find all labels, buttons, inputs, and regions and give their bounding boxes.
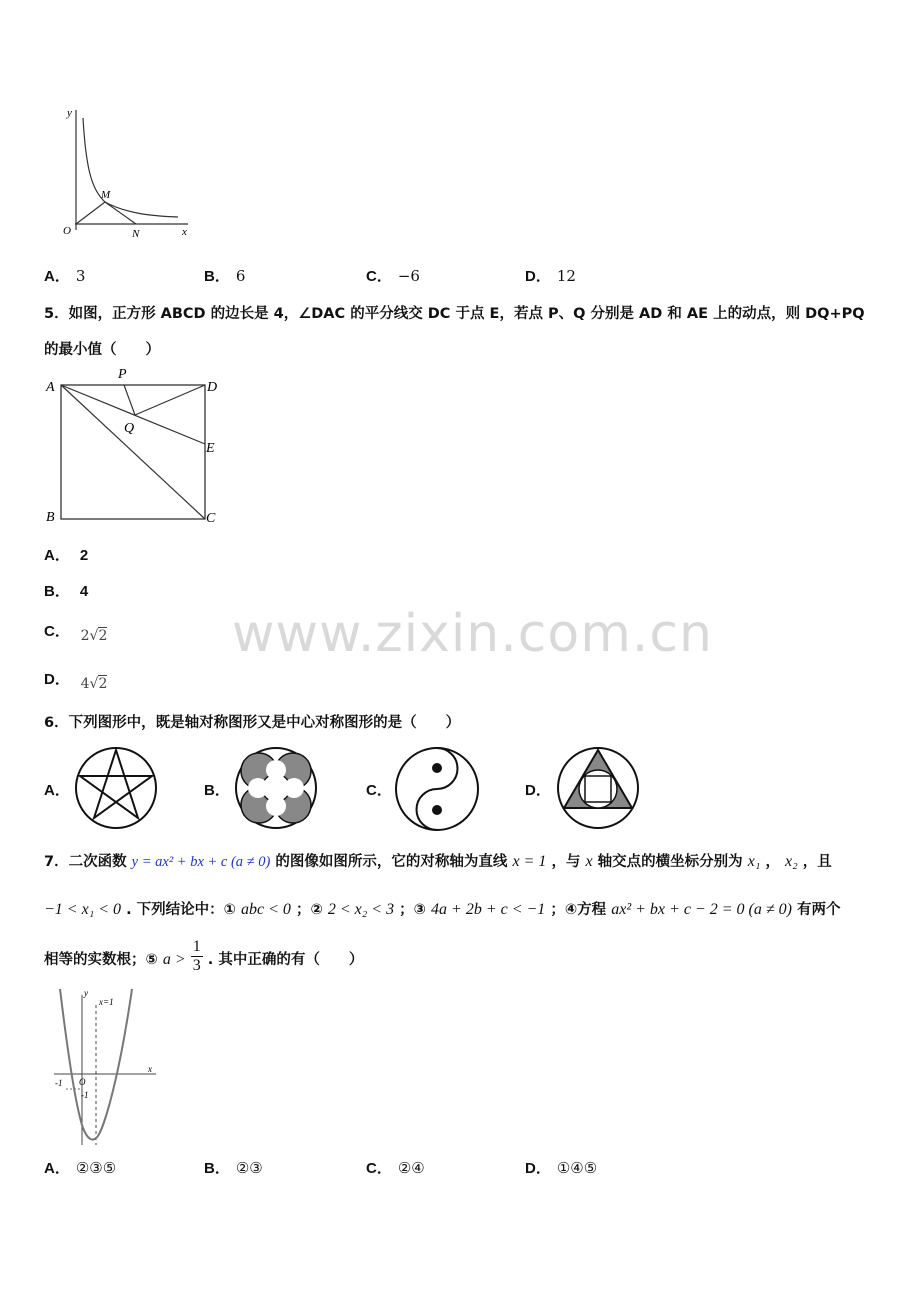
option-letter: D． bbox=[525, 1160, 551, 1177]
option-text: ②③⑤ bbox=[75, 1159, 117, 1177]
q5-label-b: B bbox=[46, 510, 55, 525]
q7-option-a[interactable] bbox=[44, 1157, 116, 1178]
text: 相等的实数根；⑤ bbox=[44, 952, 158, 968]
q4-option-d[interactable] bbox=[525, 265, 576, 286]
option-radical bbox=[81, 676, 108, 692]
option-text: ②④ bbox=[397, 1159, 425, 1177]
option-text: −6 bbox=[397, 267, 420, 285]
text: 轴交点的横坐标分别为 bbox=[597, 854, 743, 870]
option-letter: B． bbox=[44, 583, 70, 600]
text: 7．二次函数 bbox=[44, 854, 127, 870]
q7-stem-line2 bbox=[44, 898, 841, 919]
text: 有两个 bbox=[797, 902, 841, 918]
fraction-numerator: 1 bbox=[192, 938, 201, 955]
yin-yang-icon bbox=[394, 746, 480, 832]
conclusion-2: 2 < x₂ < 3 bbox=[327, 901, 395, 918]
option-letter: A． bbox=[44, 782, 70, 799]
option-letter: D． bbox=[525, 782, 551, 799]
conclusion-1: abc < 0 bbox=[241, 901, 291, 918]
option-letter: A． bbox=[44, 1160, 70, 1177]
text: ， bbox=[765, 854, 780, 870]
option-letter: C． bbox=[366, 1160, 392, 1177]
option-text: ①④⑤ bbox=[556, 1159, 598, 1177]
x2-symbol: x₂ bbox=[785, 853, 798, 870]
q7-axis-label: x=1 bbox=[99, 997, 114, 1007]
option-letter: D． bbox=[525, 268, 551, 285]
four-petal-circle-icon bbox=[234, 746, 318, 830]
q5-label-a: A bbox=[46, 380, 55, 395]
option-letter: D． bbox=[44, 671, 70, 688]
q7-neg-one-x: -1 bbox=[55, 1078, 63, 1088]
option-letter: B． bbox=[204, 268, 230, 285]
q4-y-label: y bbox=[67, 107, 72, 119]
option-letter: A． bbox=[44, 268, 70, 285]
option-text: 6 bbox=[235, 267, 246, 285]
text: ；③ bbox=[399, 902, 426, 918]
q5-square-figure bbox=[40, 360, 240, 532]
triangle-square-circle-icon bbox=[556, 746, 640, 830]
q4-option-b[interactable] bbox=[204, 265, 245, 286]
q4-option-a[interactable] bbox=[44, 265, 85, 286]
q6-stem: 6．下列图形中，既是轴对称图形又是中心对称图形的是（ ） bbox=[44, 715, 461, 731]
q4-point-n: N bbox=[132, 228, 140, 240]
option-letter: A． bbox=[44, 547, 70, 564]
q5-option-c[interactable] bbox=[44, 620, 108, 644]
function-formula: y = ax² + bx + c (a ≠ 0) bbox=[131, 854, 271, 870]
q7-origin-label: O bbox=[79, 1077, 86, 1087]
q4-origin-label: O bbox=[63, 225, 71, 237]
radical-coefficient: 2 bbox=[80, 628, 90, 644]
text: ；② bbox=[296, 902, 323, 918]
option-text: 12 bbox=[556, 267, 576, 285]
text: 的图像如图所示，它的对称轴为直线 bbox=[275, 854, 508, 870]
x-symbol: x bbox=[585, 853, 593, 870]
q4-x-label: x bbox=[182, 226, 187, 238]
option-letter: B． bbox=[204, 1160, 230, 1177]
q7-stem-line1 bbox=[44, 850, 832, 871]
option-text: ②③ bbox=[235, 1159, 263, 1177]
text: ，且 bbox=[802, 854, 832, 870]
conclusion-3: 4a + 2b + c < −1 bbox=[431, 901, 546, 918]
q5-label-e: E bbox=[206, 441, 215, 456]
option-text: 4 bbox=[79, 583, 89, 600]
q7-option-c[interactable] bbox=[366, 1157, 425, 1178]
radical-value: 2 bbox=[98, 628, 108, 644]
radical-sign-icon: √ bbox=[89, 628, 99, 644]
q6-option-b[interactable] bbox=[204, 779, 236, 800]
option-letter: B． bbox=[204, 782, 230, 799]
text: ，与 bbox=[551, 854, 581, 870]
q5-label-q: Q bbox=[124, 421, 135, 436]
text: . 其中正确的有（ ） bbox=[207, 952, 364, 968]
radical-coefficient: 4 bbox=[80, 676, 90, 692]
option-radical bbox=[81, 628, 108, 644]
option-text: 2 bbox=[79, 547, 89, 564]
q5-label-c: C bbox=[206, 511, 216, 526]
option-letter: C． bbox=[44, 623, 70, 640]
q5-option-d[interactable] bbox=[44, 668, 108, 692]
q4-graph bbox=[50, 100, 200, 240]
text: . 下列结论中：① bbox=[126, 902, 236, 918]
text: ；④方程 bbox=[550, 902, 607, 918]
q7-neg-one-y: -1 bbox=[81, 1090, 89, 1100]
q7-stem-line3 bbox=[44, 938, 363, 980]
q6-option-d[interactable] bbox=[525, 779, 557, 800]
fraction-denominator: 3 bbox=[192, 957, 201, 974]
q7-option-d[interactable] bbox=[525, 1157, 597, 1178]
q5-stem-line2: 的最小值（ ） bbox=[44, 342, 160, 358]
axis-formula: x = 1 bbox=[512, 853, 547, 870]
q5-option-b[interactable] bbox=[44, 580, 94, 601]
q7-x-label: x bbox=[148, 1064, 152, 1074]
q7-option-b[interactable] bbox=[204, 1157, 263, 1178]
watermark: www.zixin.com.cn bbox=[232, 604, 713, 664]
q5-label-d: D bbox=[207, 380, 218, 395]
q5-option-a[interactable] bbox=[44, 544, 94, 565]
q7-parabola-graph bbox=[46, 985, 166, 1150]
x1-symbol: x₁ bbox=[747, 853, 761, 870]
q5-stem-line1: 5．如图，正方形 ABCD 的边长是 4，∠DAC 的平分线交 DC 于点 E，若点 P、Q 分别是 AD 和 AE 上的动点，则 DQ+PQ bbox=[44, 306, 865, 322]
fraction bbox=[191, 938, 203, 975]
q7-y-label: y bbox=[84, 988, 88, 998]
pentagram-circle-icon bbox=[74, 746, 158, 830]
conclusion-5: a > bbox=[162, 951, 186, 968]
option-letter: C． bbox=[366, 268, 392, 285]
q4-point-m: M bbox=[101, 189, 111, 201]
q4-option-c[interactable] bbox=[366, 265, 420, 286]
x1-range: −1 < x₁ < 0 bbox=[44, 901, 122, 918]
q5-label-p: P bbox=[118, 367, 127, 382]
option-text: 3 bbox=[75, 267, 86, 285]
radical-value: 2 bbox=[98, 676, 108, 692]
radical-sign-icon: √ bbox=[89, 676, 99, 692]
conclusion-4: ax² + bx + c − 2 = 0 (a ≠ 0) bbox=[611, 901, 792, 918]
option-letter: C． bbox=[366, 782, 392, 799]
q6-option-a[interactable] bbox=[44, 779, 76, 800]
